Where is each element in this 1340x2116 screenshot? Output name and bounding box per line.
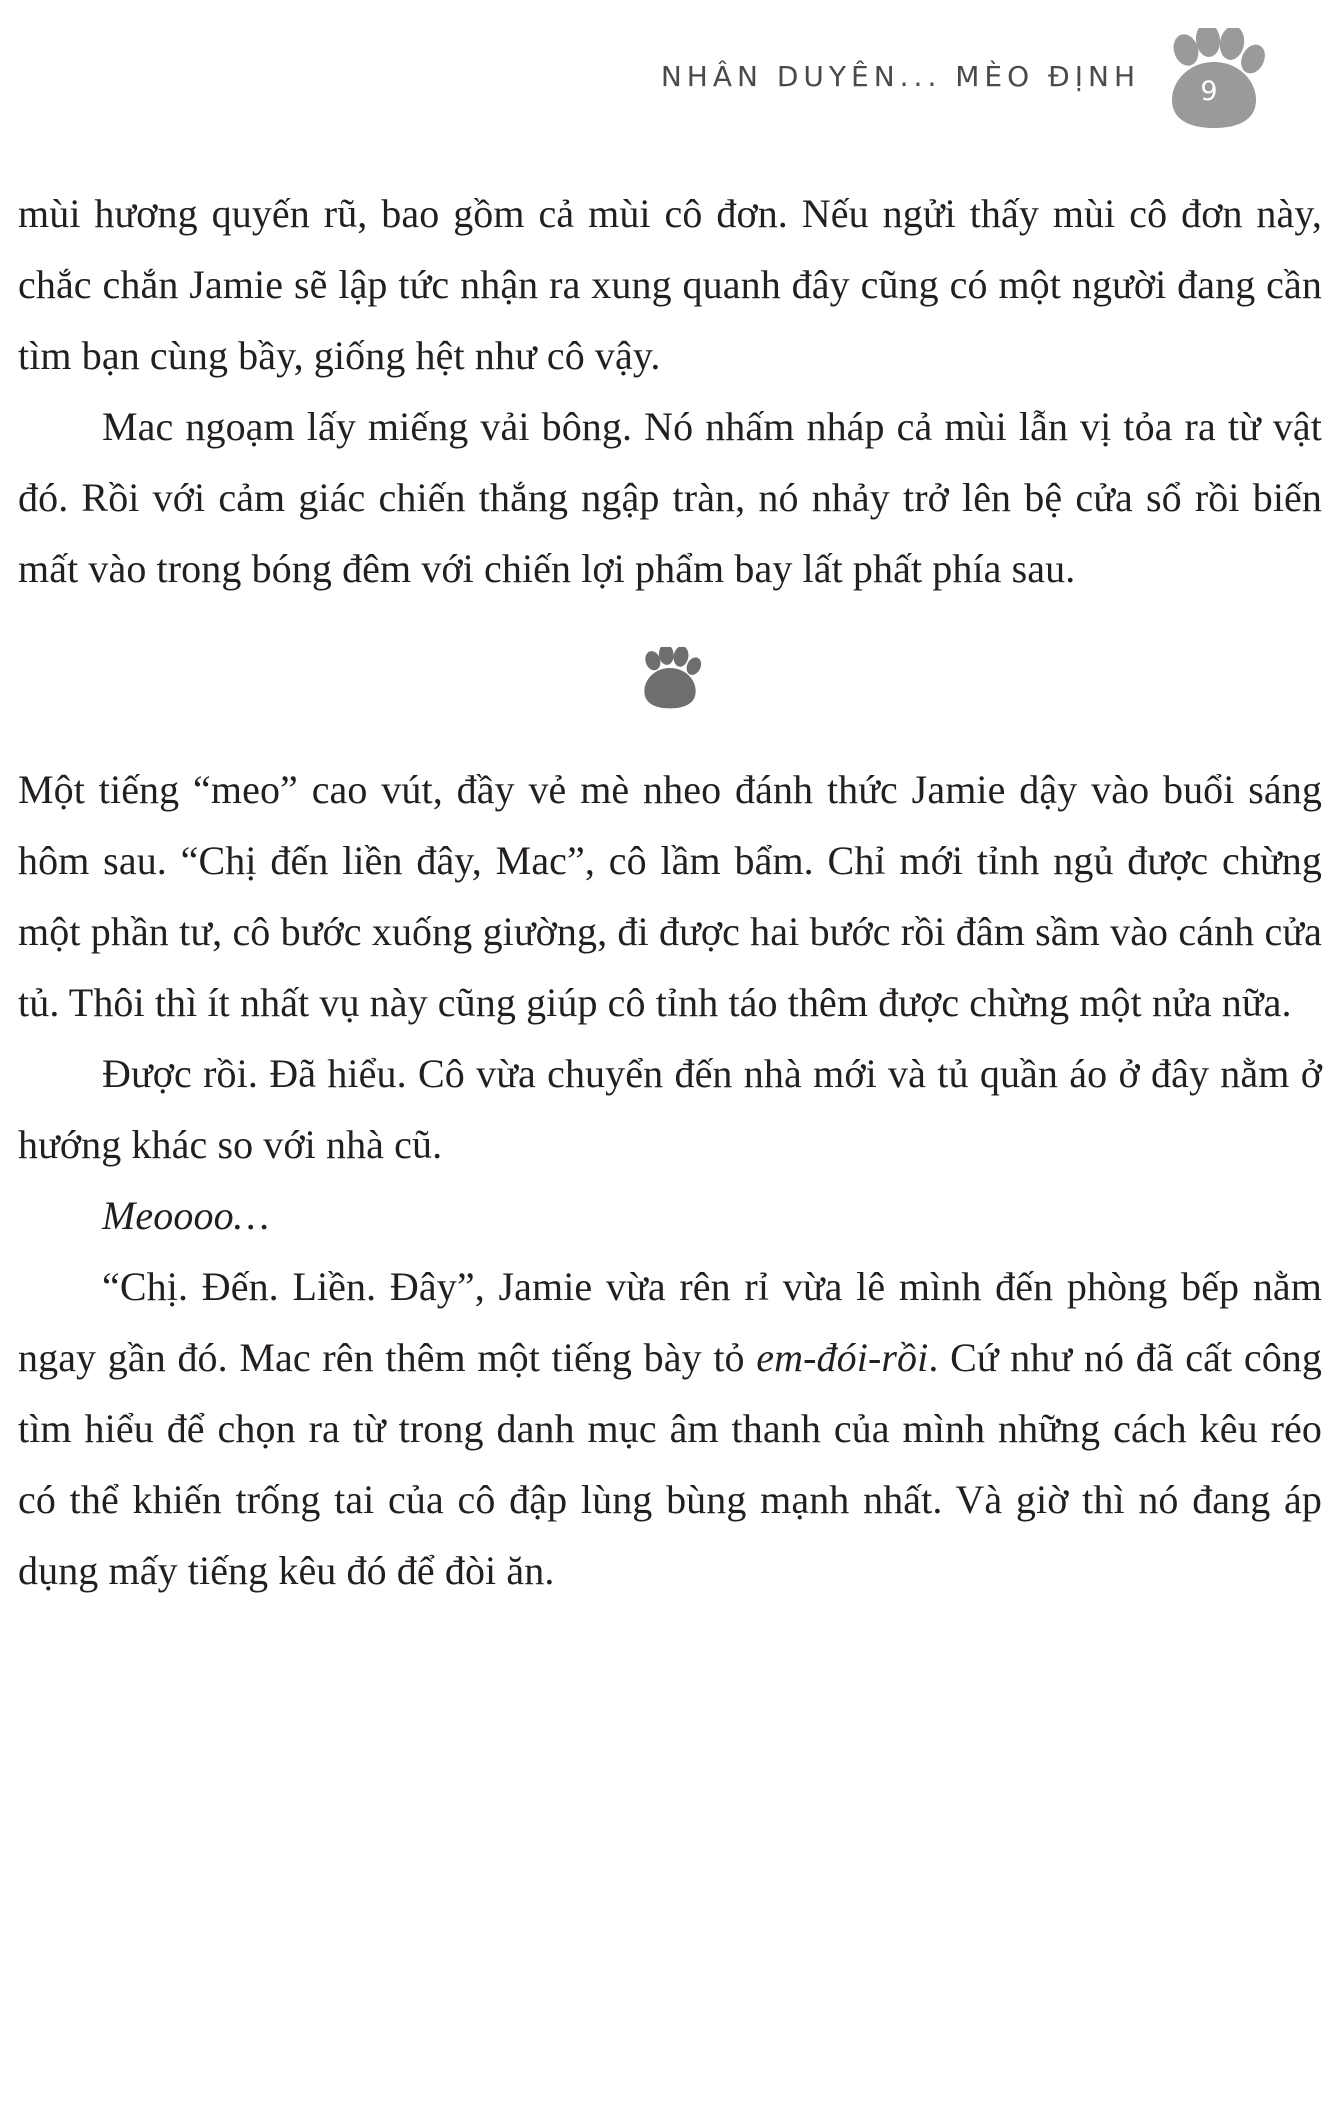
paw-print-icon xyxy=(637,647,703,711)
page-body xyxy=(18,178,1322,1606)
final-part-2: . Cứ như nó đã cất công tìm hiểu để chọn ra từ trong danh mục âm thanh của mình những cách kêu réo có thể khiến trống tai của cô đập lùng bùng mạnh nhất. Và giờ thì nó đang áp dụng mấy tiếng kêu đó để đòi ăn. xyxy=(18,1335,1323,1593)
paragraph: Meoooo… xyxy=(102,1193,270,1238)
running-header xyxy=(0,28,1340,128)
page-number: 9 xyxy=(1200,76,1218,107)
final-part-1: “Chị. Đến. Liền. Đây”, Jamie vừa rên rỉ vừa lê mình đến phòng bếp nằm ngay gần đó. Mac rên thêm một tiếng bày tỏ xyxy=(18,1264,1322,1380)
paragraph: mùi hương quyến rũ, bao gồm cả mùi cô đơn. Nếu ngửi thấy mùi cô đơn này, chắc chắn Jamie sẽ lập tức nhận ra xung quanh đây cũng có một người đang cần tìm bạn cùng bầy, giống hệt như cô vậy. xyxy=(18,191,1322,378)
paragraph: Mac ngoạm lấy miếng vải bông. Nó nhấm nháp cả mùi lẫn vị tỏa ra từ vật đó. Rồi với cảm giác chiến thắng ngập tràn, nó nhảy trở lên bệ cửa sổ rồi biến mất vào trong bóng đêm với chiến lợi phẩm bay lất phất phía sau. xyxy=(18,404,1322,591)
final-emphasis: em-đói-rồi xyxy=(756,1335,929,1380)
header-title: NHÂN DUYÊN... MÈO ĐỊNH xyxy=(660,60,1140,93)
paragraph: Được rồi. Đã hiểu. Cô vừa chuyển đến nhà mới và tủ quần áo ở đây nằm ở hướng khác so với nhà cũ. xyxy=(18,1051,1322,1167)
section-divider xyxy=(18,604,1322,754)
paragraph-final xyxy=(18,1251,1322,1606)
paragraph: Một tiếng “meo” cao vút, đầy vẻ mè nheo đánh thức Jamie dậy vào buổi sáng hôm sau. “Chị đến liền đây, Mac”, cô lầm bẩm. Chỉ mới tỉnh ngủ được chừng một phần tư, cô bước xuống giường, đi được hai bước rồi đâm sầm vào cánh cửa tủ. Thôi thì ít nhất vụ này cũng giúp cô tỉnh táo thêm được chừng một nửa nữa. xyxy=(18,767,1322,1025)
